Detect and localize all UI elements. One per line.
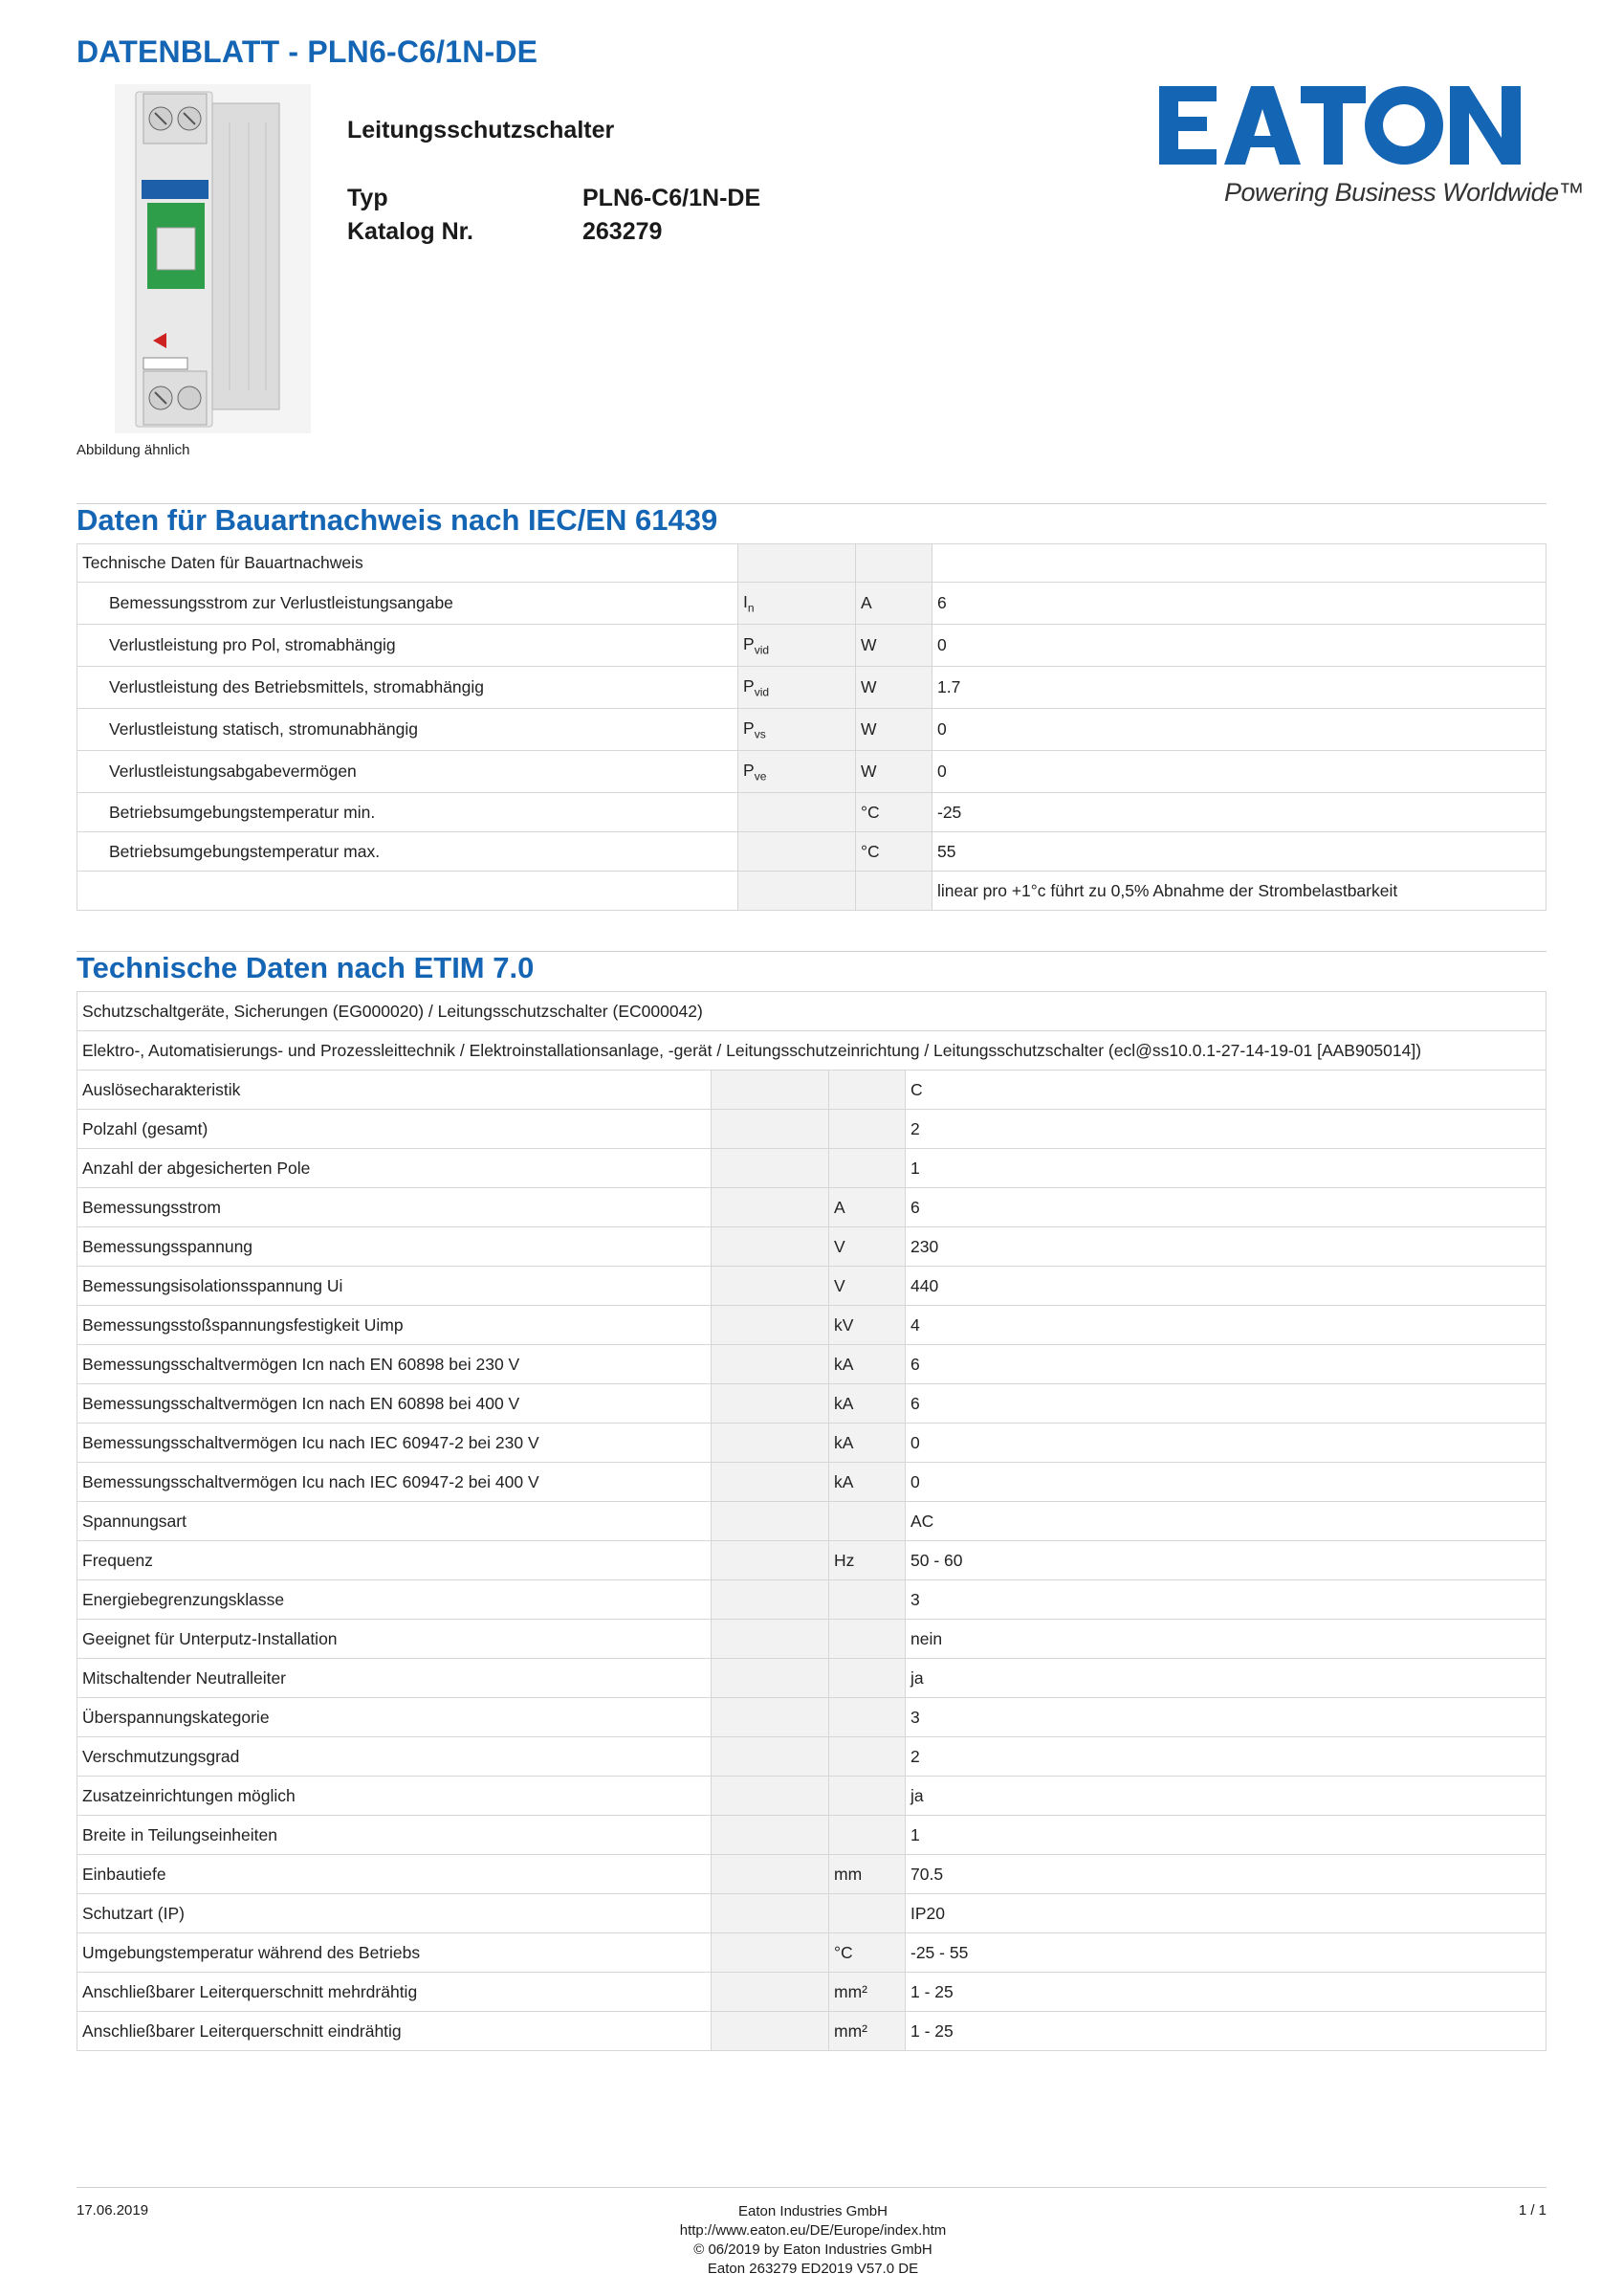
row-symbol bbox=[738, 793, 856, 832]
row-value: 55 bbox=[932, 832, 1546, 872]
row-label: Anschließbarer Leiterquerschnitt mehrdrähtig bbox=[77, 1973, 712, 2012]
row-unit: mm bbox=[829, 1855, 906, 1894]
row-symbol bbox=[712, 1541, 829, 1580]
symbol-subscript: n bbox=[747, 601, 755, 615]
row-unit: kA bbox=[829, 1384, 906, 1424]
table-row bbox=[77, 1110, 1546, 1149]
symbol-main: P bbox=[743, 718, 755, 738]
row-symbol bbox=[712, 1855, 829, 1894]
table-header-row bbox=[77, 544, 1546, 583]
row-unit: kV bbox=[829, 1306, 906, 1345]
row-value: 4 bbox=[906, 1306, 1546, 1345]
row-symbol bbox=[738, 751, 856, 793]
row-label bbox=[77, 872, 738, 911]
etim-class: Schutzschaltgeräte, Sicherungen (EG000020) / Leitungsschutzschalter (EC000042) bbox=[77, 992, 1546, 1031]
row-value: 1.7 bbox=[932, 667, 1546, 709]
table-row bbox=[77, 1267, 1546, 1306]
katalog-label: Katalog Nr. bbox=[347, 218, 473, 245]
row-label: Bemessungsstrom bbox=[77, 1188, 712, 1227]
row-symbol bbox=[712, 1384, 829, 1424]
row-label: Bemessungsisolationsspannung Ui bbox=[77, 1267, 712, 1306]
footer-version: Eaton 263279 ED2019 V57.0 DE bbox=[707, 2261, 919, 2277]
row-symbol bbox=[738, 625, 856, 667]
row-value: 6 bbox=[906, 1384, 1546, 1424]
symbol-subscript: vid bbox=[754, 685, 770, 699]
page-number: 1 / 1 bbox=[1518, 2202, 1546, 2219]
row-unit: °C bbox=[856, 793, 932, 832]
table-row bbox=[77, 1424, 1546, 1463]
row-symbol bbox=[712, 1227, 829, 1267]
row-label: Spannungsart bbox=[77, 1502, 712, 1541]
footer-company: Eaton Industries GmbH bbox=[738, 2203, 888, 2219]
row-label: Zusatzeinrichtungen möglich bbox=[77, 1777, 712, 1816]
row-symbol bbox=[712, 1267, 829, 1306]
row-label: Überspannungskategorie bbox=[77, 1698, 712, 1737]
symbol-main: P bbox=[743, 675, 755, 695]
row-symbol bbox=[712, 1345, 829, 1384]
table-row bbox=[77, 872, 1546, 911]
row-value: 1 - 25 bbox=[906, 1973, 1546, 2012]
row-value: 0 bbox=[906, 1424, 1546, 1463]
table-row bbox=[77, 1541, 1546, 1580]
row-unit bbox=[829, 1620, 906, 1659]
row-label: Verschmutzungsgrad bbox=[77, 1737, 712, 1777]
row-label: Anzahl der abgesicherten Pole bbox=[77, 1149, 712, 1188]
row-label: Einbautiefe bbox=[77, 1855, 712, 1894]
row-value: 0 bbox=[932, 751, 1546, 793]
row-value: 3 bbox=[906, 1580, 1546, 1620]
table-row bbox=[77, 667, 1546, 709]
row-label: Auslösecharakteristik bbox=[77, 1071, 712, 1110]
symbol-subscript: ve bbox=[754, 769, 767, 784]
row-unit bbox=[829, 1110, 906, 1149]
row-unit: V bbox=[829, 1267, 906, 1306]
etim-table bbox=[77, 991, 1546, 2051]
row-unit bbox=[829, 1071, 906, 1110]
row-unit: Hz bbox=[829, 1541, 906, 1580]
table-row bbox=[77, 709, 1546, 751]
eclass-class: Elektro-, Automatisierungs- und Prozessleittechnik / Elektroinstallationsanlage, -gerät / Leitungsschutzeinrichtung / Leitungsschutzschalter (ecl@ss10.0.1-27-14-19-01 [AAB905014]) bbox=[77, 1031, 1546, 1071]
row-value: 440 bbox=[906, 1267, 1546, 1306]
table-row bbox=[77, 751, 1546, 793]
row-symbol bbox=[712, 1463, 829, 1502]
document-title: DATENBLATT - PLN6-C6/1N-DE bbox=[77, 34, 538, 69]
row-unit: W bbox=[856, 709, 932, 751]
row-symbol bbox=[712, 1306, 829, 1345]
image-caption: Abbildung ähnlich bbox=[77, 442, 190, 458]
table-row bbox=[77, 1502, 1546, 1541]
row-symbol bbox=[738, 583, 856, 625]
row-unit bbox=[829, 1816, 906, 1855]
row-symbol bbox=[712, 1816, 829, 1855]
row-value: 6 bbox=[932, 583, 1546, 625]
row-unit: W bbox=[856, 751, 932, 793]
table-row bbox=[77, 793, 1546, 832]
row-value: -25 bbox=[932, 793, 1546, 832]
symbol-subscript: vid bbox=[754, 643, 770, 657]
brand-tagline: Powering Business Worldwide™ bbox=[1224, 178, 1585, 207]
row-symbol bbox=[712, 1580, 829, 1620]
section2-title: Technische Daten nach ETIM 7.0 bbox=[77, 951, 535, 984]
row-label: Mitschaltender Neutralleiter bbox=[77, 1659, 712, 1698]
row-unit: kA bbox=[829, 1463, 906, 1502]
row-symbol bbox=[712, 1894, 829, 1933]
row-symbol bbox=[738, 872, 856, 911]
row-symbol bbox=[738, 832, 856, 872]
row-symbol bbox=[712, 1737, 829, 1777]
section1-title: Daten für Bauartnachweis nach IEC/EN 61439 bbox=[77, 503, 718, 537]
table-row bbox=[77, 1973, 1546, 2012]
row-label: Betriebsumgebungstemperatur min. bbox=[77, 793, 738, 832]
table-row bbox=[77, 1071, 1546, 1110]
row-symbol bbox=[712, 2012, 829, 2051]
footer-date: 17.06.2019 bbox=[77, 2202, 149, 2219]
table-row bbox=[77, 2012, 1546, 2051]
row-symbol bbox=[712, 1188, 829, 1227]
row-symbol bbox=[712, 1933, 829, 1973]
row-label: Frequenz bbox=[77, 1541, 712, 1580]
footer-info bbox=[574, 2202, 1052, 2279]
row-symbol bbox=[738, 709, 856, 751]
row-unit: °C bbox=[829, 1933, 906, 1973]
row-value: C bbox=[906, 1071, 1546, 1110]
typ-label: Typ bbox=[347, 185, 388, 211]
row-symbol bbox=[712, 1424, 829, 1463]
row-value: 1 - 25 bbox=[906, 2012, 1546, 2051]
table-row bbox=[77, 832, 1546, 872]
row-label: Bemessungsschaltvermögen Icn nach EN 60898 bei 400 V bbox=[77, 1384, 712, 1424]
row-label: Bemessungsstoßspannungsfestigkeit Uimp bbox=[77, 1306, 712, 1345]
row-unit bbox=[856, 872, 932, 911]
row-unit bbox=[829, 1698, 906, 1737]
product-type: Leitungsschutzschalter bbox=[347, 117, 615, 144]
table-row bbox=[77, 1149, 1546, 1188]
row-unit: mm² bbox=[829, 2012, 906, 2051]
row-unit: kA bbox=[829, 1424, 906, 1463]
row-value: 0 bbox=[932, 709, 1546, 751]
row-value: 6 bbox=[906, 1345, 1546, 1384]
row-label: Anschließbarer Leiterquerschnitt eindrähtig bbox=[77, 2012, 712, 2051]
row-unit: W bbox=[856, 667, 932, 709]
table-row bbox=[77, 1620, 1546, 1659]
row-value: 0 bbox=[932, 625, 1546, 667]
row-label: Verlustleistungsabgabevermögen bbox=[77, 751, 738, 793]
table-row bbox=[77, 625, 1546, 667]
table-row bbox=[77, 1933, 1546, 1973]
row-value: ja bbox=[906, 1659, 1546, 1698]
row-value: -25 - 55 bbox=[906, 1933, 1546, 1973]
row-value: 2 bbox=[906, 1110, 1546, 1149]
row-value: 0 bbox=[906, 1463, 1546, 1502]
table-row bbox=[77, 1463, 1546, 1502]
table-row bbox=[77, 1816, 1546, 1855]
footer-divider bbox=[77, 2187, 1546, 2188]
table-row bbox=[77, 1659, 1546, 1698]
row-unit bbox=[829, 1777, 906, 1816]
class-row bbox=[77, 1031, 1546, 1071]
row-value: linear pro +1°c führt zu 0,5% Abnahme der Strombelastbarkeit bbox=[932, 872, 1546, 911]
row-label: Bemessungsspannung bbox=[77, 1227, 712, 1267]
table-header-label: Technische Daten für Bauartnachweis bbox=[77, 544, 738, 583]
row-label: Bemessungsschaltvermögen Icu nach IEC 60947-2 bei 230 V bbox=[77, 1424, 712, 1463]
circuit-breaker-image bbox=[115, 84, 311, 433]
row-symbol bbox=[712, 1620, 829, 1659]
row-value: 6 bbox=[906, 1188, 1546, 1227]
table-row bbox=[77, 1777, 1546, 1816]
row-unit bbox=[829, 1502, 906, 1541]
row-value: IP20 bbox=[906, 1894, 1546, 1933]
table-row bbox=[77, 1345, 1546, 1384]
row-symbol bbox=[712, 1149, 829, 1188]
row-symbol bbox=[712, 1071, 829, 1110]
row-symbol bbox=[712, 1110, 829, 1149]
table-row bbox=[77, 1698, 1546, 1737]
row-unit bbox=[829, 1737, 906, 1777]
table-row bbox=[77, 1384, 1546, 1424]
row-value: 3 bbox=[906, 1698, 1546, 1737]
table-row bbox=[77, 1580, 1546, 1620]
row-symbol bbox=[712, 1698, 829, 1737]
row-label: Umgebungstemperatur während des Betriebs bbox=[77, 1933, 712, 1973]
row-symbol bbox=[712, 1502, 829, 1541]
row-symbol bbox=[712, 1659, 829, 1698]
table-row bbox=[77, 1855, 1546, 1894]
row-value: nein bbox=[906, 1620, 1546, 1659]
row-label: Breite in Teilungseinheiten bbox=[77, 1816, 712, 1855]
symbol-main: I bbox=[743, 591, 748, 611]
table-row bbox=[77, 1894, 1546, 1933]
row-label: Bemessungsstrom zur Verlustleistungsangabe bbox=[77, 583, 738, 625]
footer-url[interactable]: http://www.eaton.eu/DE/Europe/index.htm bbox=[679, 2222, 947, 2239]
row-unit: °C bbox=[856, 832, 932, 872]
row-unit bbox=[829, 1149, 906, 1188]
table-row bbox=[77, 1737, 1546, 1777]
symbol-subscript: vs bbox=[754, 727, 766, 741]
row-label: Betriebsumgebungstemperatur max. bbox=[77, 832, 738, 872]
row-unit bbox=[829, 1580, 906, 1620]
row-label: Verlustleistung des Betriebsmittels, stromabhängig bbox=[77, 667, 738, 709]
row-value: ja bbox=[906, 1777, 1546, 1816]
typ-value: PLN6-C6/1N-DE bbox=[582, 185, 761, 211]
row-label: Bemessungsschaltvermögen Icu nach IEC 60947-2 bei 400 V bbox=[77, 1463, 712, 1502]
row-value: 70.5 bbox=[906, 1855, 1546, 1894]
row-unit: kA bbox=[829, 1345, 906, 1384]
row-label: Bemessungsschaltvermögen Icn nach EN 60898 bei 230 V bbox=[77, 1345, 712, 1384]
row-unit: V bbox=[829, 1227, 906, 1267]
row-symbol bbox=[738, 667, 856, 709]
footer-copyright: © 06/2019 by Eaton Industries GmbH bbox=[693, 2241, 932, 2258]
row-label: Verlustleistung pro Pol, stromabhängig bbox=[77, 625, 738, 667]
row-unit: mm² bbox=[829, 1973, 906, 2012]
row-value: 1 bbox=[906, 1816, 1546, 1855]
row-label: Schutzart (IP) bbox=[77, 1894, 712, 1933]
row-unit: A bbox=[829, 1188, 906, 1227]
bauartnachweis-table bbox=[77, 543, 1546, 911]
row-label: Geeignet für Unterputz-Installation bbox=[77, 1620, 712, 1659]
row-symbol bbox=[712, 1973, 829, 2012]
row-value: 230 bbox=[906, 1227, 1546, 1267]
row-label: Verlustleistung statisch, stromunabhängig bbox=[77, 709, 738, 751]
row-value: AC bbox=[906, 1502, 1546, 1541]
table-row bbox=[77, 1227, 1546, 1267]
row-unit: A bbox=[856, 583, 932, 625]
table-row bbox=[77, 583, 1546, 625]
table-row bbox=[77, 1306, 1546, 1345]
row-symbol bbox=[712, 1777, 829, 1816]
row-label: Polzahl (gesamt) bbox=[77, 1110, 712, 1149]
katalog-value: 263279 bbox=[582, 218, 663, 245]
table-row bbox=[77, 1188, 1546, 1227]
row-unit bbox=[829, 1659, 906, 1698]
row-value: 50 - 60 bbox=[906, 1541, 1546, 1580]
row-value: 1 bbox=[906, 1149, 1546, 1188]
row-unit bbox=[829, 1894, 906, 1933]
symbol-main: P bbox=[743, 633, 755, 653]
row-label: Energiebegrenzungsklasse bbox=[77, 1580, 712, 1620]
row-unit: W bbox=[856, 625, 932, 667]
row-value: 2 bbox=[906, 1737, 1546, 1777]
class-row bbox=[77, 992, 1546, 1031]
symbol-main: P bbox=[743, 760, 755, 780]
